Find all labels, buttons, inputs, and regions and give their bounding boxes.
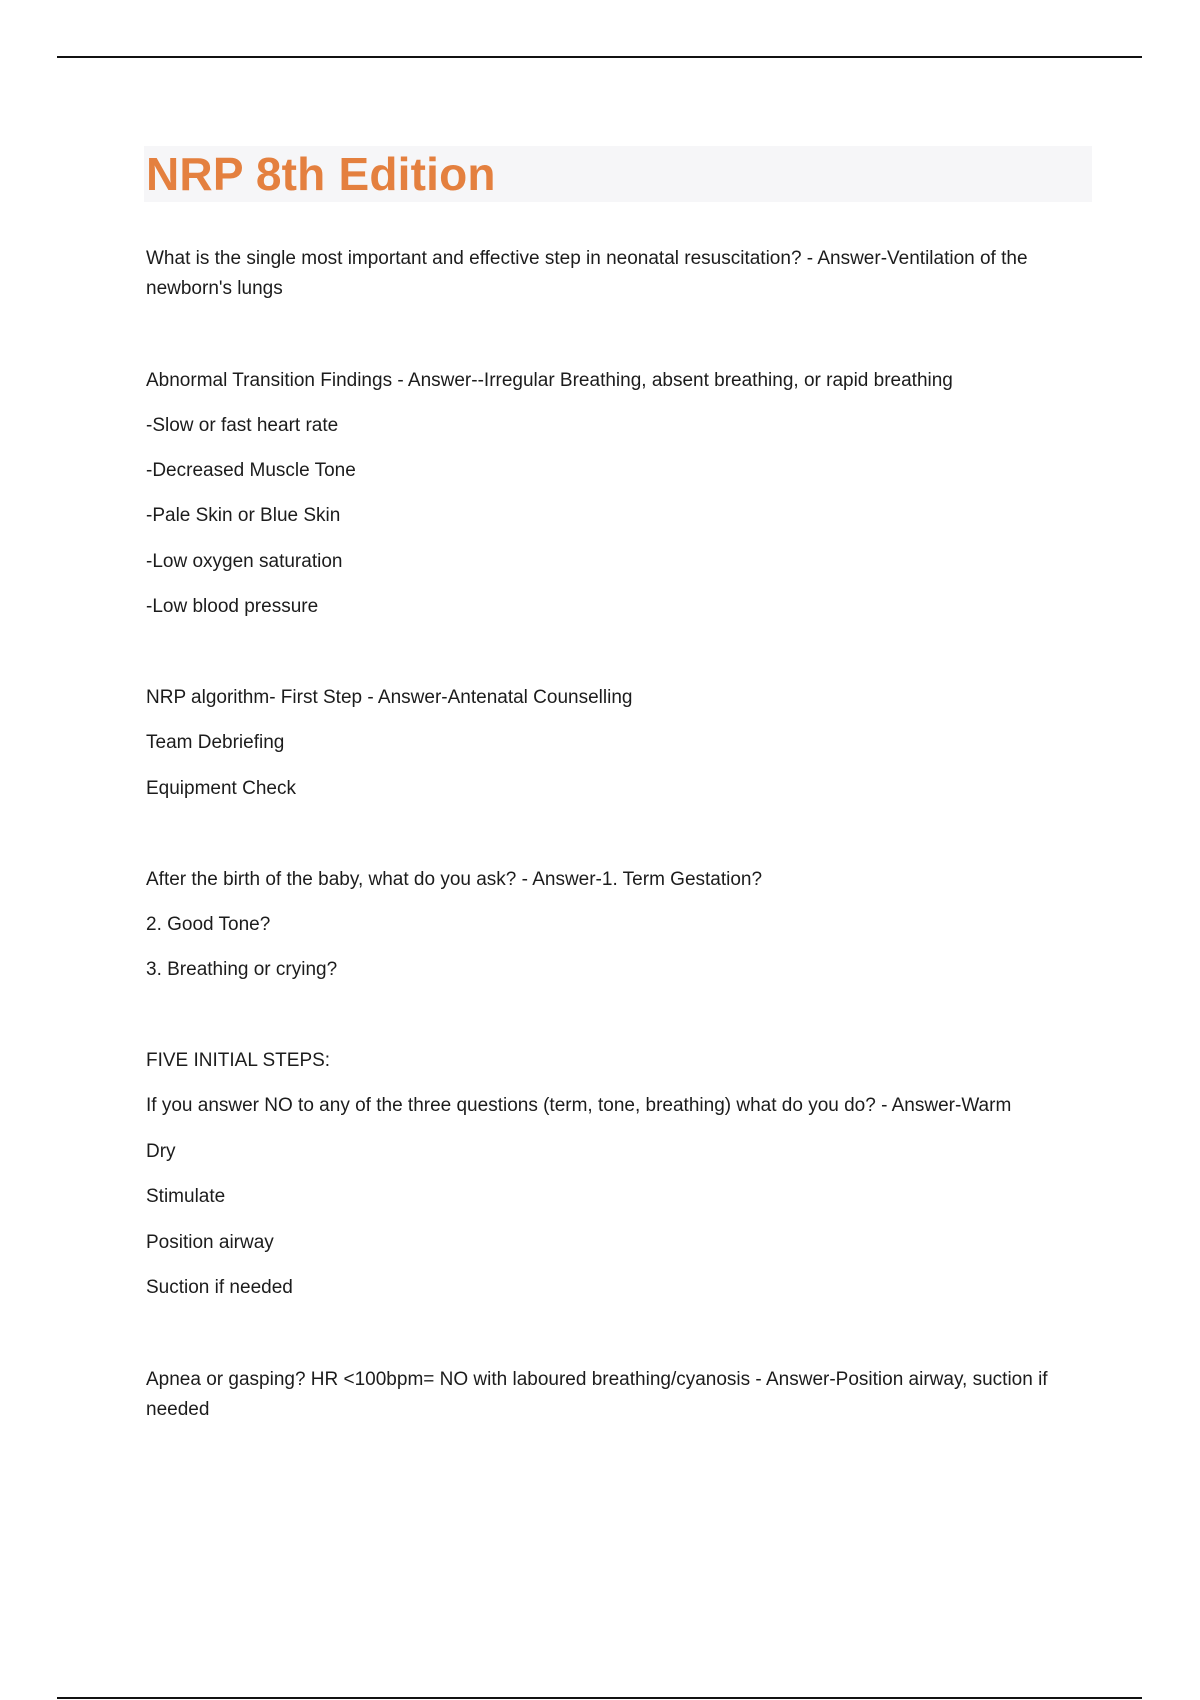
qa-abnormal-transition: Abnormal Transition Findings - Answer--Irregular Breathing, absent breathing, or rapid breathing	[146, 370, 953, 391]
list-item: -Decreased Muscle Tone	[146, 460, 356, 481]
list-item: 2. Good Tone?	[146, 914, 271, 935]
list-item: 3. Breathing or crying?	[146, 959, 338, 980]
list-item: Dry	[146, 1141, 176, 1162]
qa-initial-steps: If you answer NO to any of the three questions (term, tone, breathing) what do you do? - Answer-Warm	[146, 1095, 1012, 1116]
list-item: -Low blood pressure	[146, 596, 319, 617]
qa-algorithm-first-step: NRP algorithm- First Step - Answer-Antenatal Counselling	[146, 687, 633, 708]
list-item: Team Debriefing	[146, 732, 285, 753]
list-item: Equipment Check	[146, 778, 296, 799]
list-item: Suction if needed	[146, 1277, 293, 1298]
document-title: NRP 8th Edition	[146, 148, 496, 200]
qa-apnea-gasping: Apnea or gasping? HR <100bpm= NO with laboured breathing/cyanosis - Answer-Position airway, suction if needed	[146, 1369, 1048, 1420]
header-rule	[57, 56, 1142, 58]
list-item: -Low oxygen saturation	[146, 551, 343, 572]
qa-ventilation: What is the single most important and effective step in neonatal resuscitation? - Answer-Ventilation of the newborn's lungs	[146, 248, 1028, 299]
list-item: Position airway	[146, 1232, 274, 1253]
section-heading: FIVE INITIAL STEPS:	[146, 1050, 331, 1071]
list-item: -Pale Skin or Blue Skin	[146, 505, 341, 526]
qa-after-birth: After the birth of the baby, what do you ask? - Answer-1. Term Gestation?	[146, 869, 763, 890]
footer-rule	[57, 1697, 1142, 1699]
list-item: -Slow or fast heart rate	[146, 415, 339, 436]
list-item: Stimulate	[146, 1186, 226, 1207]
